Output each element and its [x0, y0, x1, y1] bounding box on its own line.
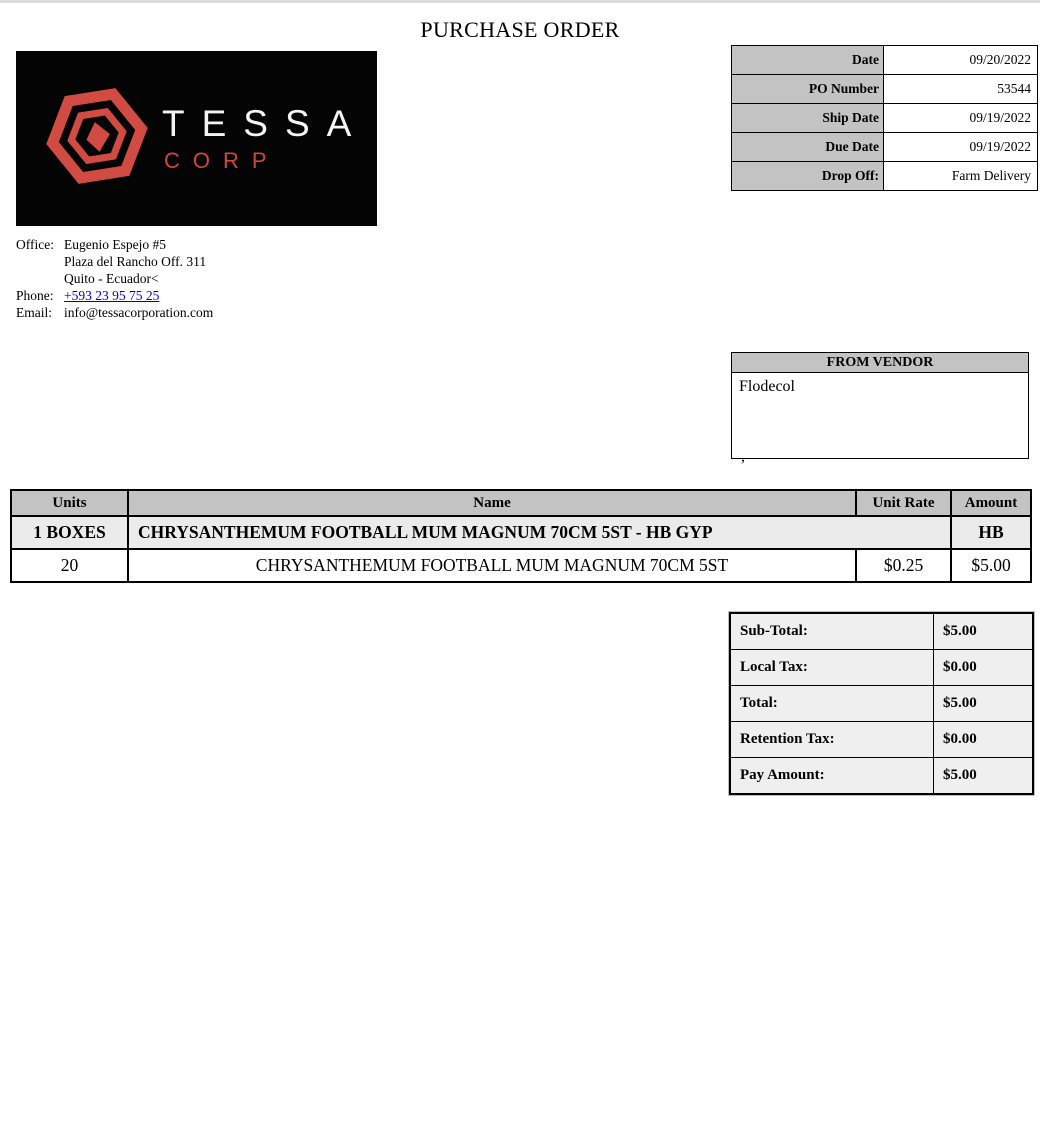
meta-value-drop-off: Farm Delivery [884, 162, 1038, 191]
totals-value-sub-total: $5.00 [934, 613, 1034, 650]
meta-label-po-number: PO Number [732, 75, 884, 104]
item-amount: $5.00 [951, 549, 1031, 582]
table-row [730, 650, 1033, 686]
meta-value-date: 09/20/2022 [884, 46, 1038, 75]
items-header-name: Name [128, 490, 856, 516]
totals-value-local-tax: $0.00 [934, 650, 1034, 686]
phone-label: Phone: [16, 288, 54, 303]
company-logo [16, 51, 377, 226]
from-vendor-header: FROM VENDOR [732, 353, 1028, 373]
meta-value-po-number: 53544 [884, 75, 1038, 104]
vendor-footer-text: , [741, 448, 745, 465]
line-items-table [10, 489, 1032, 583]
from-vendor-box [731, 352, 1029, 465]
order-meta-table [731, 45, 1038, 191]
logo-company-suffix: CORP [164, 148, 280, 173]
group-amount: HB [951, 516, 1031, 549]
items-header-unit-rate: Unit Rate [856, 490, 951, 516]
table-row [730, 686, 1033, 722]
totals-value-total: $5.00 [934, 686, 1034, 722]
meta-label-due-date: Due Date [732, 133, 884, 162]
meta-label-ship-date: Ship Date [732, 104, 884, 133]
totals-label-retention-tax: Retention Tax: [730, 722, 934, 758]
table-row [730, 722, 1033, 758]
logo-company-name: TESSA [162, 103, 369, 144]
table-row [732, 104, 1038, 133]
email-label: Email: [16, 305, 52, 320]
table-row [730, 613, 1033, 650]
meta-value-ship-date: 09/19/2022 [884, 104, 1038, 133]
vendor-name: Flodecol [739, 378, 795, 395]
table-row [732, 162, 1038, 191]
totals-label-total: Total: [730, 686, 934, 722]
totals-label-sub-total: Sub-Total: [730, 613, 934, 650]
office-address-line: Plaza del Rancho Off. 311 [64, 254, 207, 269]
office-address-line: Eugenio Espejo #5 [64, 237, 166, 252]
company-contact-block [16, 236, 213, 321]
item-unit-rate: $0.25 [856, 549, 951, 582]
page-top-divider [0, 0, 1040, 3]
totals-value-pay-amount: $5.00 [934, 758, 1034, 795]
totals-value-retention-tax: $0.00 [934, 722, 1034, 758]
tessa-hexagon-logo-icon [46, 86, 148, 191]
from-vendor-body [732, 373, 1028, 468]
office-label: Office: [16, 237, 54, 252]
group-units: 1 BOXES [11, 516, 128, 549]
totals-table [729, 612, 1034, 795]
office-address-line: Quito - Ecuador< [64, 271, 159, 286]
totals-label-pay-amount: Pay Amount: [730, 758, 934, 795]
meta-label-drop-off: Drop Off: [732, 162, 884, 191]
table-row [11, 549, 1031, 582]
page-title: PURCHASE ORDER [420, 17, 620, 42]
table-row [732, 75, 1038, 104]
meta-label-date: Date [732, 46, 884, 75]
item-name: CHRYSANTHEMUM FOOTBALL MUM MAGNUM 70CM 5ST [128, 549, 856, 582]
totals-label-local-tax: Local Tax: [730, 650, 934, 686]
table-row [732, 46, 1038, 75]
email-value: info@tessacorporation.com [64, 305, 214, 320]
phone-link[interactable]: +593 23 95 75 25 [64, 288, 160, 303]
items-header-row [11, 490, 1031, 516]
items-header-amount: Amount [951, 490, 1031, 516]
item-units: 20 [11, 549, 128, 582]
item-group-row [11, 516, 1031, 549]
table-row [730, 758, 1033, 795]
table-row [732, 133, 1038, 162]
meta-value-due-date: 09/19/2022 [884, 133, 1038, 162]
items-header-units: Units [11, 490, 128, 516]
group-name: CHRYSANTHEMUM FOOTBALL MUM MAGNUM 70CM 5ST - HB GYP [128, 516, 951, 549]
